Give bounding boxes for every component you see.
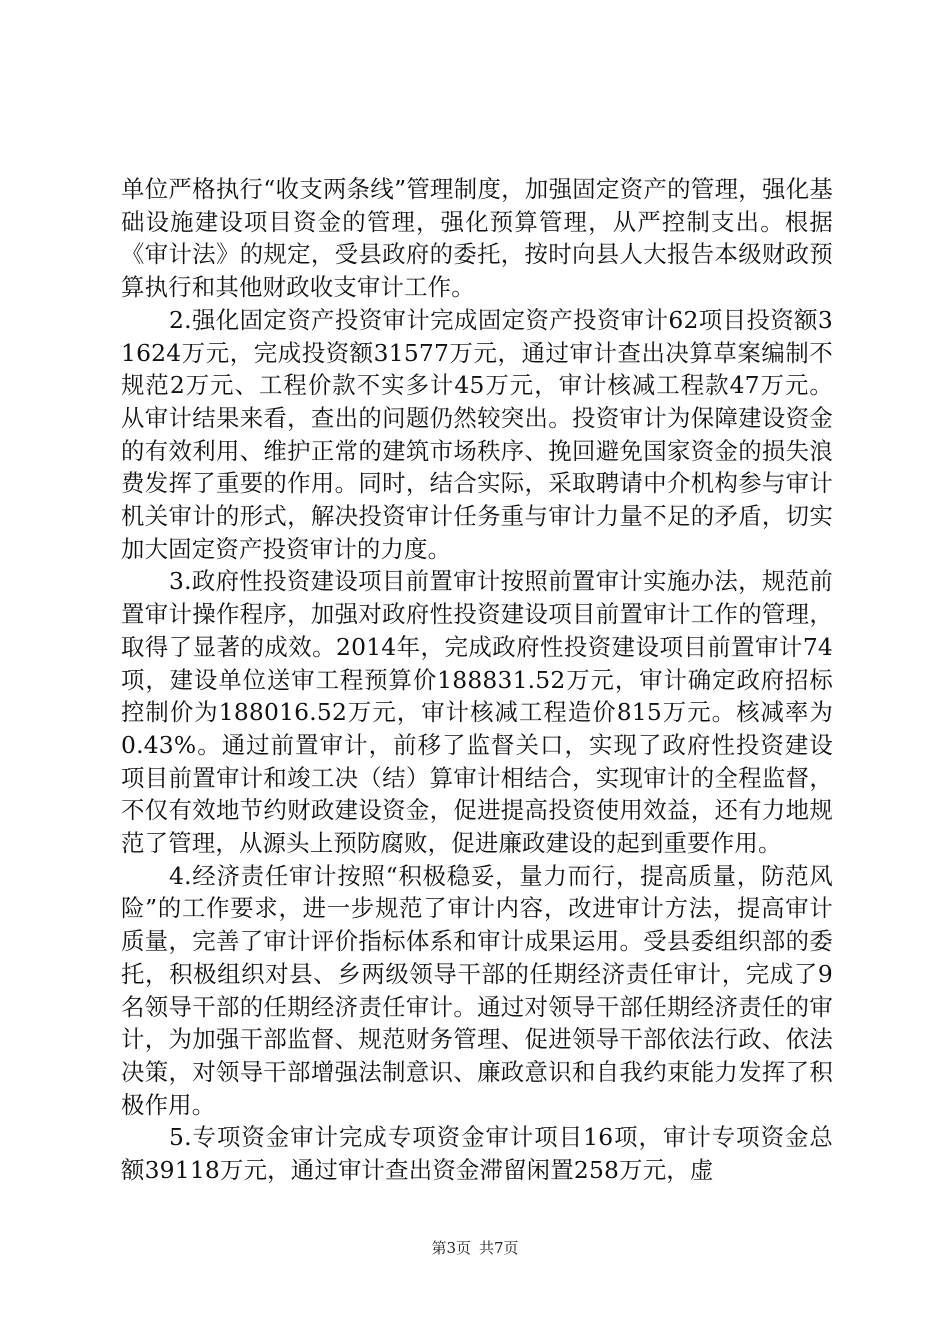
- paragraph-pre-audit: 3.政府性投资建设项目前置审计按照前置审计实施办法，规范前置审计操作程序，加强对政府性投资建设项目前置审计工作的管理，取得了显著的成效。2014年，完成政府性投资建设项目前置审计74项，建设单位送审工程预算价188831.52万元，审计确定政府招标控制价为188016.52万元，审计核减工程造价815万元。核减率为0.43%。通过前置审计，前移了监督关口，实现了政府性投资建设项目前置审计和竣工决（结）算审计相结合，实现审计的全程监督，不仅有效地节约财政建设资金，促进提高投资使用效益，还有力地规范了管理，从源头上预防腐败，促进廉政建设的起到重要作用。: [121, 567, 833, 858]
- paragraph-economic-responsibility-audit: 4.经济责任审计按照“积极稳妥，量力而行，提高质量，防范风险”的工作要求，进一步规范了审计内容，改进审计方法，提高审计质量，完善了审计评价指标体系和审计成果运用。受县委组织部的委托，积极组织对县、乡两级领导干部的任期经济责任审计，完成了9名领导干部的任期经济责任审计。通过对领导干部任期经济责任的审计，为加强干部监督、规范财务管理、促进领导干部依法行政、依法决策，对领导干部增强法制意识、廉政意识和自我约束能力发挥了积极作用。: [121, 861, 833, 1119]
- paragraph-continuation: 单位严格执行“收支两条线”管理制度，加强固定资产的管理，强化基础设施建设项目资金的管理，强化预算管理，从严控制支出。根据《审计法》的规定，受县政府的委托，按时向县人大报告本级财政预算执行和其他财政收支审计工作。: [121, 175, 833, 302]
- document-body: [121, 173, 833, 1187]
- page-footer: [0, 1238, 950, 1258]
- page-total: 共7页: [479, 1239, 519, 1257]
- paragraph-special-funds-audit: 5.专项资金审计完成专项资金审计项目16项，审计专项资金总额39118万元，通过审计查出资金滞留闲置258万元，虚: [121, 1123, 833, 1185]
- paragraph-fixed-asset-audit: 2.强化固定资产投资审计完成固定资产投资审计62项目投资额31624万元，完成投资额31577万元，通过审计查出决算草案编制不规范2万元、工程价款不实多计45万元，审计核减工程款47万元。从审计结果来看，查出的问题仍然较突出。投资审计为保障建设资金的有效利用、维护正常的建筑市场秩序、挽回避免国家资金的损失浪费发挥了重要的作用。同时，结合实际，采取聘请中介机构参与审计机关审计的形式，解决投资审计任务重与审计力量不足的矛盾，切实加大固定资产投资审计的力度。: [121, 305, 833, 563]
- page-number: 第3页: [431, 1239, 471, 1257]
